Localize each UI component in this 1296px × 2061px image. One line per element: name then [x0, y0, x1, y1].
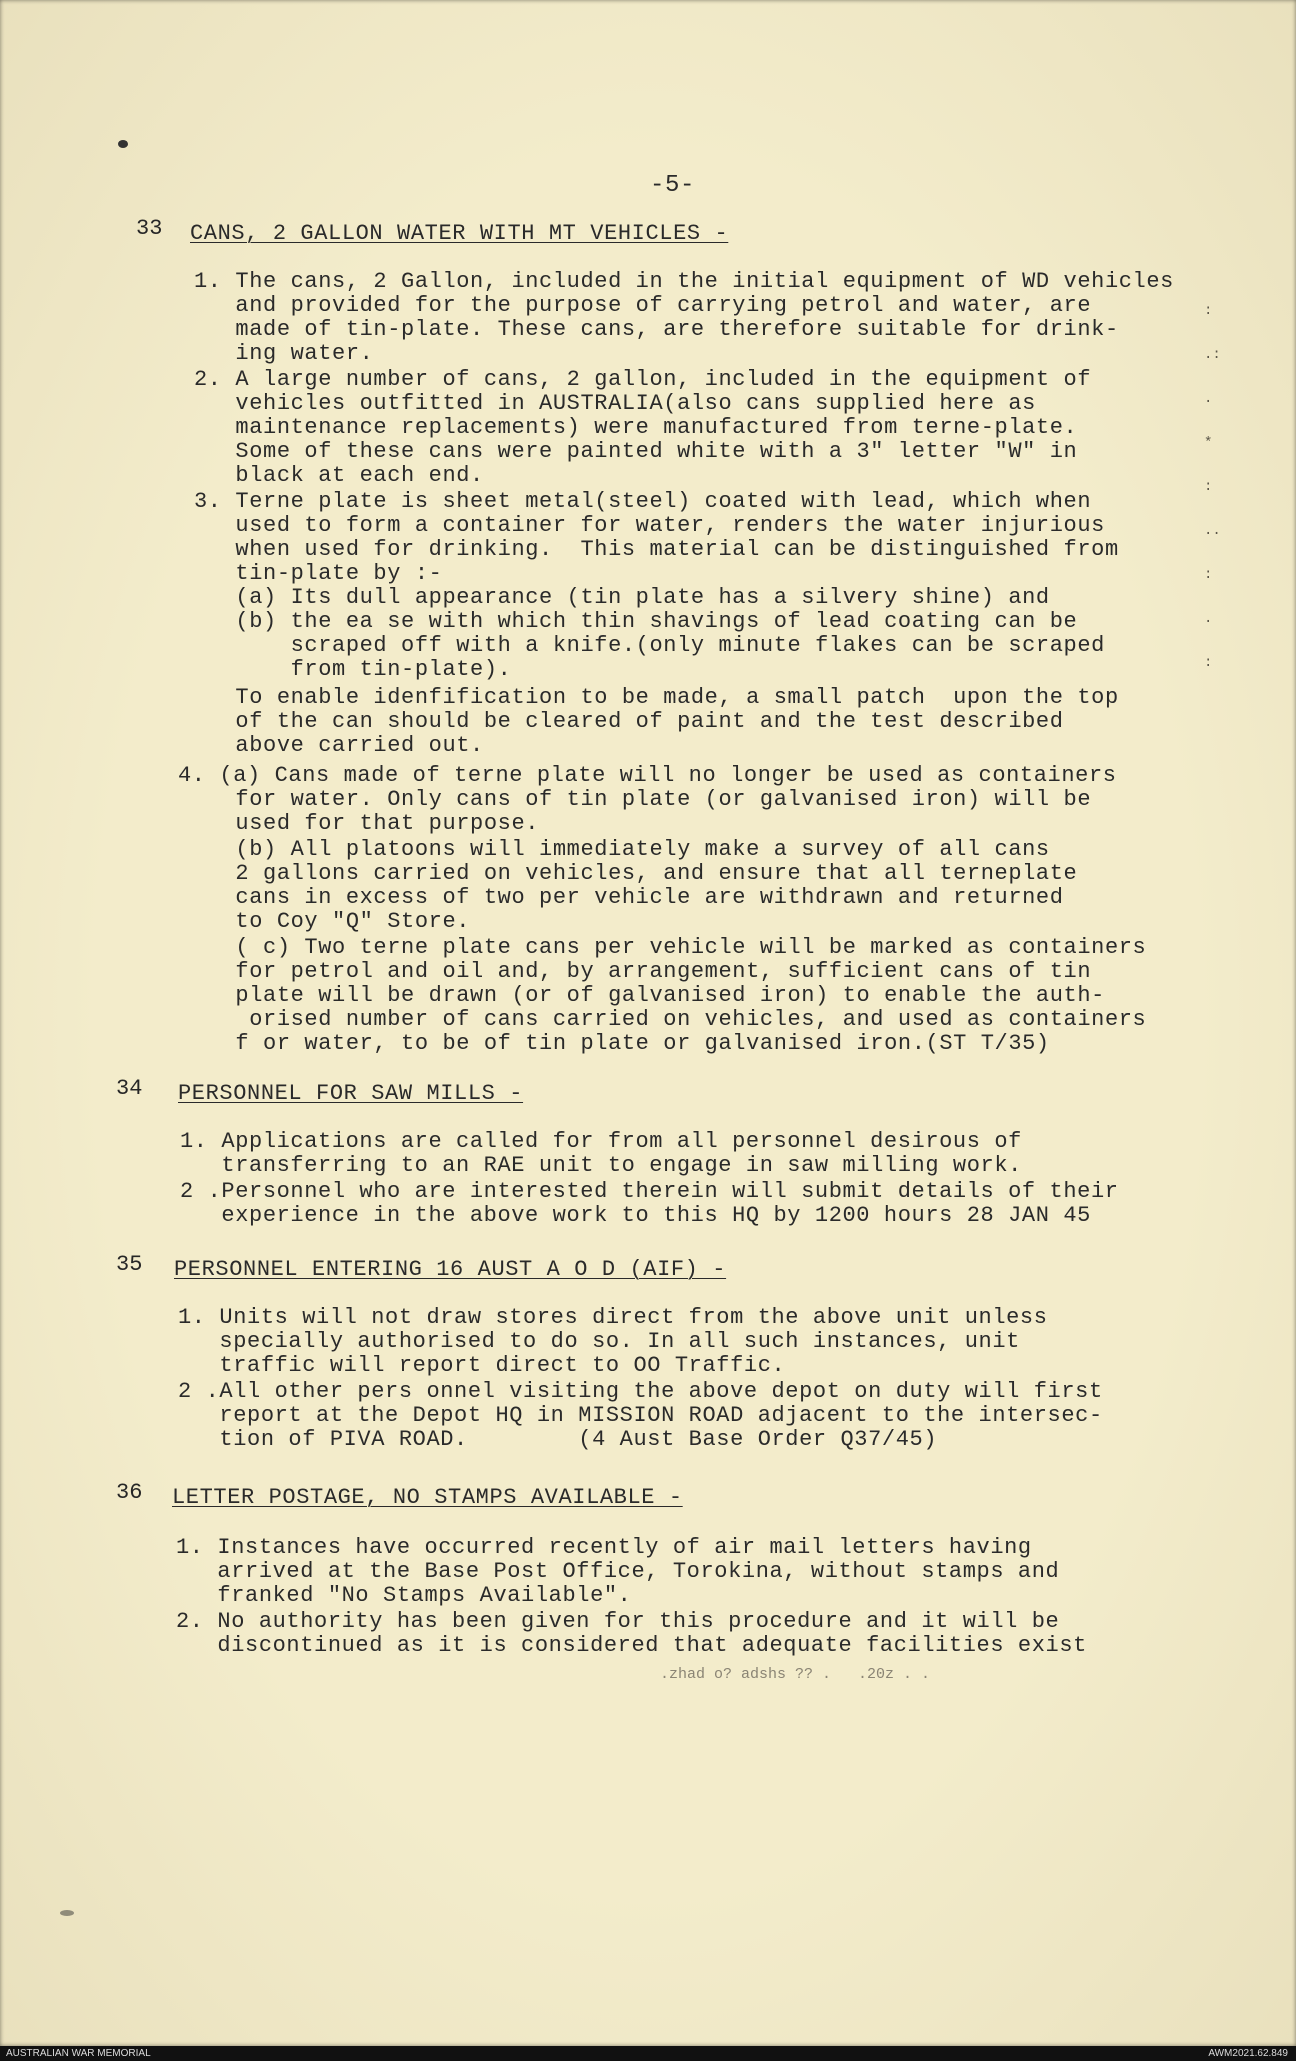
section-number: 36 [116, 1480, 143, 1505]
text-line: to Coy "Q" Store. [194, 909, 471, 934]
text-line: plate will be drawn (or of galvanised iron) to enable the auth- [194, 983, 1105, 1008]
text-line: discontinued as it is considered that adequate facilities exist [176, 1633, 1087, 1658]
footer-institution: AUSTRALIAN WAR MEMORIAL [6, 2048, 151, 2059]
text-line: transferring to an RAE unit to engage in saw milling work. [180, 1153, 1022, 1178]
text-line: orised number of cans carried on vehicles, and used as containers [194, 1007, 1147, 1032]
text-line: ing water. [194, 341, 374, 366]
text-line: To enable idenfification to be made, a small patch upon the top [194, 685, 1119, 710]
text-line: 2 .All other pers onnel visiting the above depot on duty will first [178, 1379, 1103, 1404]
text-line: when used for drinking. This material can be distinguished from [194, 537, 1119, 562]
ink-smudge [118, 140, 128, 148]
text-line: specially authorised to do so. In all such instances, unit [178, 1329, 1020, 1354]
text-line: f or water, to be of tin plate or galvanised iron.(ST T/35) [194, 1031, 1050, 1056]
text-line: for water. Only cans of tin plate (or galvanised iron) will be [194, 787, 1092, 812]
text-line: black at each end. [194, 463, 484, 488]
page-number: -5- [650, 172, 696, 199]
text-line: experience in the above work to this HQ by 1200 hours 28 JAN 45 [180, 1203, 1091, 1228]
footer-accession-number: AWM2021.62.849 [1208, 2048, 1288, 2059]
text-line: 1. Instances have occurred recently of air mail letters having [176, 1535, 1032, 1560]
text-line: franked "No Stamps Available". [176, 1583, 632, 1608]
text-line: of the can should be cleared of paint and the test described [194, 709, 1064, 734]
section-number: 34 [116, 1076, 143, 1101]
text-line: 2. A large number of cans, 2 gallon, included in the equipment of [194, 367, 1092, 392]
text-line: vehicles outfitted in AUSTRALIA(also cans supplied here as [194, 391, 1036, 416]
text-line: arrived at the Base Post Office, Torokina, without stamps and [176, 1559, 1060, 1584]
text-line: 4. (a) Cans made of terne plate will no longer be used as containers [178, 763, 1117, 788]
text-line: cans in excess of two per vehicle are withdrawn and returned [194, 885, 1064, 910]
section-number: 33 [136, 216, 163, 241]
text-line: 1. Applications are called for from all personnel desirous of [180, 1129, 1022, 1154]
text-line: 2 gallons carried on vehicles, and ensure that all terneplate [194, 861, 1078, 886]
text-line: 2. No authority has been given for this procedure and it will be [176, 1609, 1060, 1634]
text-line: Some of these cans were painted white with a 3" letter "W" in [194, 439, 1078, 464]
text-line: for petrol and oil and, by arrangement, sufficient cans of tin [194, 959, 1092, 984]
text-line: tion of PIVA ROAD. (4 Aust Base Order Q37/45) [178, 1427, 938, 1452]
text-line: traffic will report direct to OO Traffic. [178, 1353, 786, 1378]
section-heading: LETTER POSTAGE, NO STAMPS AVAILABLE - [172, 1485, 683, 1510]
text-line: ( c) Two terne plate cans per vehicle will be marked as containers [194, 935, 1147, 960]
text-line: 3. Terne plate is sheet metal(steel) coated with lead, which when [194, 489, 1092, 514]
section-heading: PERSONNEL FOR SAW MILLS - [178, 1081, 524, 1106]
archive-footer [0, 2046, 1296, 2061]
text-line: and provided for the purpose of carrying petrol and water, are [194, 293, 1092, 318]
text-line: 1. Units will not draw stores direct from the above unit unless [178, 1305, 1048, 1330]
text-line: (b) the ea se with which thin shavings of lead coating can be [194, 609, 1078, 634]
text-line: report at the Depot HQ in MISSION ROAD adjacent to the intersec- [178, 1403, 1103, 1428]
text-line: (b) All platoons will immediately make a survey of all cans [194, 837, 1050, 862]
margin-show-through: : .: . * : .. : . : [1204, 303, 1221, 671]
text-line: 2 .Personnel who are interested therein will submit details of their [180, 1179, 1119, 1204]
text-line: 1. The cans, 2 Gallon, included in the initial equipment of WD vehicles [194, 269, 1174, 294]
text-line: maintenance replacements) were manufactured from terne-plate. [194, 415, 1078, 440]
text-line: used for that purpose. [194, 811, 540, 836]
section-number: 35 [116, 1252, 143, 1277]
bleed-through-line: .zhad o? adshs ?? . .20z . . [660, 1666, 931, 1683]
text-line: scraped off with a knife.(only minute flakes can be scraped [194, 633, 1105, 658]
text-line: from tin-plate). [194, 657, 512, 682]
section-heading: PERSONNEL ENTERING 16 AUST A O D (AIF) - [174, 1257, 727, 1282]
text-line: above carried out. [194, 733, 484, 758]
text-line: made of tin-plate. These cans, are therefore suitable for drink- [194, 317, 1119, 342]
ink-smudge [60, 1910, 74, 1916]
section-heading: CANS, 2 GALLON WATER WITH MT VEHICLES - [190, 221, 729, 246]
text-line: (a) Its dull appearance (tin plate has a silvery shine) and [194, 585, 1050, 610]
text-line: tin-plate by :- [194, 561, 443, 586]
text-line: used to form a container for water, renders the water injurious [194, 513, 1105, 538]
